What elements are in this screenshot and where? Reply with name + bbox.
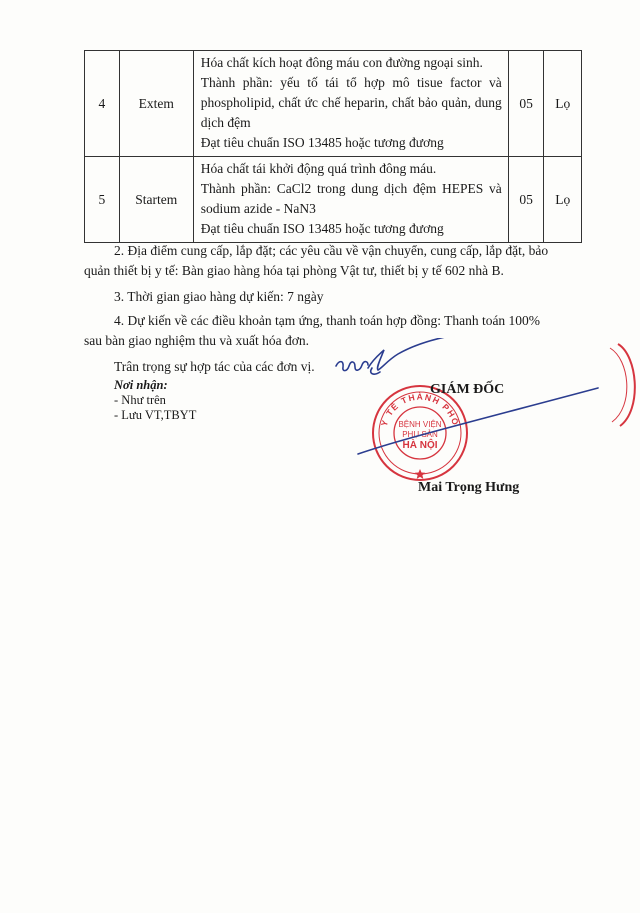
paragraph-text-continued: quản thiết bị y tế: Bàn giao hàng hóa tại phòng Vật tư, thiết bị y tế 602 nhà B.	[84, 263, 504, 278]
item-unit: Lọ	[544, 157, 582, 243]
paragraph-text-continued: sau bàn giao nghiệm thu và xuất hóa đơn.	[84, 333, 309, 348]
stamp-ring-text: Y TẾ THÀNH PHỐ	[378, 391, 462, 428]
stamp-line-2: PHỤ SẢN	[402, 430, 438, 439]
signature	[322, 338, 622, 458]
item-name: Extem	[119, 51, 193, 157]
item-description	[193, 157, 508, 243]
item-number: 5	[85, 157, 120, 243]
item-quantity: 05	[508, 157, 544, 243]
edge-stamp-fragment	[598, 340, 640, 430]
item-name: Startem	[119, 157, 193, 243]
item-description	[193, 51, 508, 157]
item-row	[85, 157, 582, 243]
recipients-title: Nơi nhận:	[114, 378, 168, 392]
item-quantity: 05	[508, 51, 544, 157]
delivery-time-paragraph	[114, 287, 584, 307]
item-number: 4	[85, 51, 120, 157]
delivery-location-paragraph	[84, 241, 584, 281]
paragraph-text: 2. Địa điểm cung cấp, lắp đặt; các yêu cầu về vận chuyển, cung cấp, lắp đặt, bảo	[114, 243, 549, 258]
item-description-line: Thành phần: yếu tố tái tổ hợp mô tisue factor và phospholipid, chất ức chế heparin, chất bảo quản, dung dịch đệm	[200, 75, 502, 130]
director-title: GIÁM ĐỐC	[430, 382, 505, 397]
item-unit: Lọ	[544, 51, 582, 157]
paragraph-text: 3. Thời gian giao hàng dự kiến: 7 ngày	[114, 289, 324, 304]
closing-text: Trân trọng sự hợp tác của các đơn vị.	[114, 359, 315, 374]
item-description-line: Đạt tiêu chuẩn ISO 13485 hoặc tương đương	[200, 221, 444, 236]
item-description-line: Đạt tiêu chuẩn ISO 13485 hoặc tương đương	[200, 135, 444, 150]
item-row	[85, 51, 582, 157]
paragraph-text: 4. Dự kiến về các điều khoản tạm ứng, thanh toán hợp đồng: Thanh toán 100%	[114, 313, 541, 328]
recipients-block	[114, 378, 196, 423]
recipient-item: - Lưu VT,TBYT	[114, 408, 197, 422]
star-icon	[415, 469, 426, 479]
items-table	[84, 50, 582, 243]
item-description-line: Hóa chất tái khởi động quá trình đông máu.	[200, 161, 437, 176]
stamp-line-3: HÀ NỘI	[402, 440, 438, 451]
director-name: Mai Trọng Hưng	[418, 480, 520, 495]
item-description-line: Hóa chất kích hoạt đông máu con đường ngoại sinh.	[200, 55, 483, 70]
item-description-line: Thành phần: CaCl2 trong dung dịch đệm HEPES và sodium azide - NaN3	[200, 181, 502, 216]
stamp-line-1: BỆNH VIỆN	[398, 420, 442, 429]
recipient-item: - Như trên	[114, 393, 166, 407]
